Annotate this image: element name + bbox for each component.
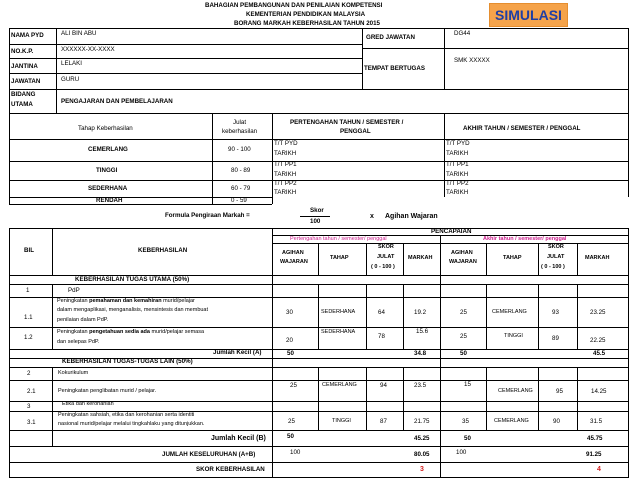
tempat-label: TEMPAT BERTUGAS	[364, 65, 425, 72]
row-3-bil: 3	[27, 403, 31, 410]
skor-mid-1: SKOR	[378, 244, 394, 250]
row-2-1-bil: 2.1	[27, 388, 36, 395]
row-1-1-markah-end: 23.25	[590, 309, 606, 316]
jumlah-keseluruhan-mid-markah: 80.05	[414, 451, 430, 458]
sig-mid-pyd: T/T PYD	[274, 140, 298, 147]
row-3-1-skor-mid: 87	[380, 418, 387, 425]
row-1-bil: 1	[26, 287, 30, 294]
formula-agihan: Agihan Wajaran	[385, 213, 438, 220]
gred-value: DG44	[454, 30, 471, 37]
row-1-1-line-3: penilaian dalam PdP.	[57, 317, 109, 323]
jumlah-kecil-b-label: Jumlah Kecil (B)	[211, 435, 266, 442]
formula-x: x	[370, 213, 374, 220]
row-1-2-tahap-end: TINGGI	[504, 333, 523, 339]
sig-end-pp2-date: TARIKH	[446, 189, 469, 196]
skor-mid-2: JULAT	[377, 254, 395, 260]
nama-value: ALI BIN ABU	[61, 30, 97, 37]
tahap-mid-header: TAHAP	[330, 255, 349, 261]
range-sederhana: 60 - 79	[231, 185, 251, 192]
row-2-1-agihan-end: 15	[464, 381, 471, 388]
row-1-2-line-2: dan selepas PdP.	[57, 339, 100, 345]
row-1-1-line-2: dalam mengaplikasi, menganalisis, mensintesis dan membuat	[57, 307, 209, 313]
skor-mid-3: ( 0 - 100 )	[371, 264, 395, 270]
mid-col-label-2: PENGGAL	[340, 128, 371, 135]
range-cemerlang: 90 - 100	[228, 146, 251, 153]
row-1-1-markah-mid: 19.2	[414, 309, 427, 316]
markah-end-header: MARKAH	[585, 255, 610, 261]
row-2-text: Kokurikulum	[58, 370, 89, 376]
agihan-end-2: WAJARAN	[449, 259, 477, 265]
row-1-1-line-1: Peningkatan pemahaman dan kemahiran murid/pelajar	[57, 298, 195, 304]
row-1-2-tahap-mid: SEDERHANA	[321, 329, 356, 335]
row-1-2-markah-mid: 15.6	[416, 328, 429, 335]
section-tugas-lain: KEBERHASILAN TUGAS-TUGAS LAIN (50%)	[62, 358, 193, 365]
sig-end-pp1: T/T PP1	[446, 161, 469, 168]
agihan-end-1: AGIHAN	[451, 250, 473, 256]
gred-label: GRED JAWATAN	[366, 34, 415, 41]
jawatan-value: GURU	[61, 76, 80, 83]
tahap-rendah: RENDAH	[96, 197, 123, 204]
row-1-1-bil: 1.1	[24, 314, 33, 321]
jumlah-kecil-b-end-agihan: 50	[464, 435, 471, 442]
tempat-value: SMK XXXXX	[454, 57, 490, 64]
row-1-1-skor-end: 93	[552, 309, 559, 316]
row-3-1-line-1: Peningkatan sahsiah, etika dan kerohanian serta identiti	[58, 412, 195, 418]
jantina-label: JANTINA	[11, 63, 38, 70]
mid-col-label-1: PERTENGAHAN TAHUN / SEMESTER /	[290, 119, 404, 126]
row-2-1-tahap-end: CEMERLANG	[498, 388, 533, 394]
row-1-2-markah-end: 22.25	[590, 337, 606, 344]
row-3-1-agihan-end: 35	[462, 418, 469, 425]
simulasi-badge: SIMULASI	[489, 3, 568, 27]
row-1-2-agihan-end: 25	[460, 333, 467, 340]
jumlah-keseluruhan-label: JUMLAH KESELURUHAN (A+B)	[162, 451, 256, 458]
jumlah-kecil-a-mid-agihan: 50	[287, 350, 294, 357]
row-1-1-tahap-mid: SEDERHANA	[321, 309, 356, 315]
row-3-1-markah-mid: 21.75	[414, 418, 430, 425]
row-2-1-skor-mid: 94	[380, 382, 387, 389]
formula-100: 100	[310, 218, 321, 225]
agihan-mid-1: AGIHAN	[282, 250, 304, 256]
row-3-1-tahap-mid: TINGGI	[332, 418, 351, 424]
tahap-cemerlang: CEMERLANG	[88, 146, 128, 153]
row-3-1-markah-end: 31.5	[590, 418, 603, 425]
end-period-header: Akhir tahun / semester/ penggal	[483, 236, 567, 242]
range-rendah: 0 - 59	[231, 197, 247, 204]
tahap-sederhana: SEDERHANA	[88, 185, 128, 192]
tahap-col-label: Tahap Keberhasilan	[78, 125, 133, 132]
sig-end-pyd: T/T PYD	[446, 140, 470, 147]
julat-col-label-1: Julat	[233, 119, 247, 126]
end-col-label: AKHIR TAHUN / SEMESTER / PENGGAL	[463, 125, 581, 132]
row-2-1-agihan-mid: 25	[290, 382, 297, 389]
row-1-2-skor-mid: 78	[378, 333, 385, 340]
row-2-1-text: Peningkatan penglibatan murid / pelajar.	[58, 388, 157, 394]
skor-end-1: SKOR	[548, 244, 564, 250]
pencapaian-header: PENCAPAIAN	[431, 228, 472, 235]
row-2-1-tahap-mid: CEMERLANG	[322, 382, 357, 388]
row-1-text: PdP	[68, 287, 80, 294]
formula-label: Formula Pengiraan Markah =	[165, 212, 250, 219]
row-3-1-skor-end: 90	[553, 418, 560, 425]
row-3-1-tahap-end: CEMERLANG	[494, 418, 529, 424]
nokp-value: XXXXXX-XX-XXXX	[61, 46, 115, 53]
row-3-text: Etika dan kerohanian	[62, 401, 114, 407]
row-2-1-markah-mid: 23.5	[414, 382, 427, 389]
sig-mid-pp1-date: TARIKH	[274, 171, 297, 178]
nama-label: NAMA PYD	[11, 32, 44, 39]
keberhasilan-header: KEBERHASILAN	[138, 247, 188, 254]
header-title-3: BORANG MARKAH KEBERHASILAN TAHUN 2015	[234, 20, 380, 27]
header-title-1: BAHAGIAN PEMBANGUNAN DAN PENILAIAN KOMPETENSI	[205, 2, 383, 9]
markah-mid-header: MARKAH	[408, 255, 433, 261]
skor-keberhasilan-end: 4	[597, 466, 601, 473]
jumlah-kecil-a-end-markah: 45.5	[593, 350, 606, 357]
formula-skor: Skor	[310, 207, 324, 214]
jumlah-keseluruhan-mid-agihan: 100	[290, 449, 301, 456]
row-3-1-bil: 3.1	[27, 419, 36, 426]
bidang-value: PENGAJARAN DAN PEMBELAJARAN	[61, 98, 173, 105]
sig-end-pp2: T/T PP2	[446, 180, 469, 187]
skor-end-3: ( 0 - 100 )	[541, 264, 565, 270]
bidang-label-2: UTAMA	[11, 101, 33, 108]
sig-mid-pp1: T/T PP1	[274, 161, 297, 168]
range-tinggi: 80 - 89	[231, 167, 251, 174]
jumlah-kecil-b-mid-agihan: 50	[287, 433, 294, 440]
bil-header: BIL	[24, 247, 34, 254]
bidang-label-1: BIDANG	[11, 91, 36, 98]
row-2-1-markah-end: 14.25	[591, 388, 607, 395]
jawatan-label: JAWATAN	[11, 78, 41, 85]
sig-mid-pyd-date: TARIKH	[274, 150, 297, 157]
nokp-label: NO.K.P.	[11, 48, 34, 55]
jumlah-kecil-a-label: Jumlah Kecil (A)	[213, 349, 262, 356]
jumlah-kecil-a-mid-markah: 34.8	[414, 350, 427, 357]
row-1-2-agihan-mid: 20	[286, 337, 293, 344]
row-1-1-tahap-end: CEMERLANG	[492, 309, 527, 315]
jumlah-keseluruhan-end-markah: 91.25	[586, 451, 602, 458]
row-1-2-bil: 1.2	[24, 334, 33, 341]
row-1-1-agihan-mid: 30	[286, 309, 293, 316]
row-1-1-agihan-end: 25	[460, 309, 467, 316]
skor-keberhasilan-mid: 3	[420, 466, 424, 473]
sig-end-pyd-date: TARIKH	[446, 150, 469, 157]
row-1-2-line-1: Peningkatan pengetahuan sedia ada murid/pelajar semasa	[57, 329, 205, 335]
row-2-bil: 2	[27, 370, 31, 377]
jumlah-kecil-b-end-markah: 45.75	[587, 435, 603, 442]
header-title-2: KEMENTERIAN PENDIDIKAN MALAYSIA	[246, 11, 366, 18]
tahap-tinggi: TINGGI	[96, 167, 118, 174]
jantina-value: LELAKI	[61, 60, 82, 67]
sig-mid-pp2: T/T PP2	[274, 180, 297, 187]
mid-period-header: Pertengahan tahun / semester/ penggal	[290, 236, 387, 242]
agihan-mid-2: WAJARAN	[280, 259, 308, 265]
julat-col-label-2: keberhasilan	[222, 128, 258, 135]
jumlah-kecil-a-end-agihan: 50	[460, 350, 467, 357]
sig-end-pp1-date: TARIKH	[446, 171, 469, 178]
jumlah-keseluruhan-end-agihan: 100	[456, 449, 467, 456]
row-1-1-skor-mid: 64	[378, 309, 385, 316]
skor-end-2: JULAT	[547, 254, 565, 260]
skor-keberhasilan-label: SKOR KEBERHASILAN	[196, 466, 265, 473]
tahap-end-header: TAHAP	[503, 255, 522, 261]
row-3-1-agihan-mid: 25	[288, 418, 295, 425]
row-3-1-line-2: nasional murid/pelajar melalui tingkahlaku yang ditunjukkan.	[58, 421, 205, 427]
row-1-2-skor-end: 89	[552, 335, 559, 342]
sig-mid-pp2-date: TARIKH	[274, 189, 297, 196]
jumlah-kecil-b-mid-markah: 45.25	[414, 435, 430, 442]
row-2-1-skor-end: 95	[556, 388, 563, 395]
section-tugas-utama: KEBERHASILAN TUGAS UTAMA (50%)	[75, 276, 190, 283]
